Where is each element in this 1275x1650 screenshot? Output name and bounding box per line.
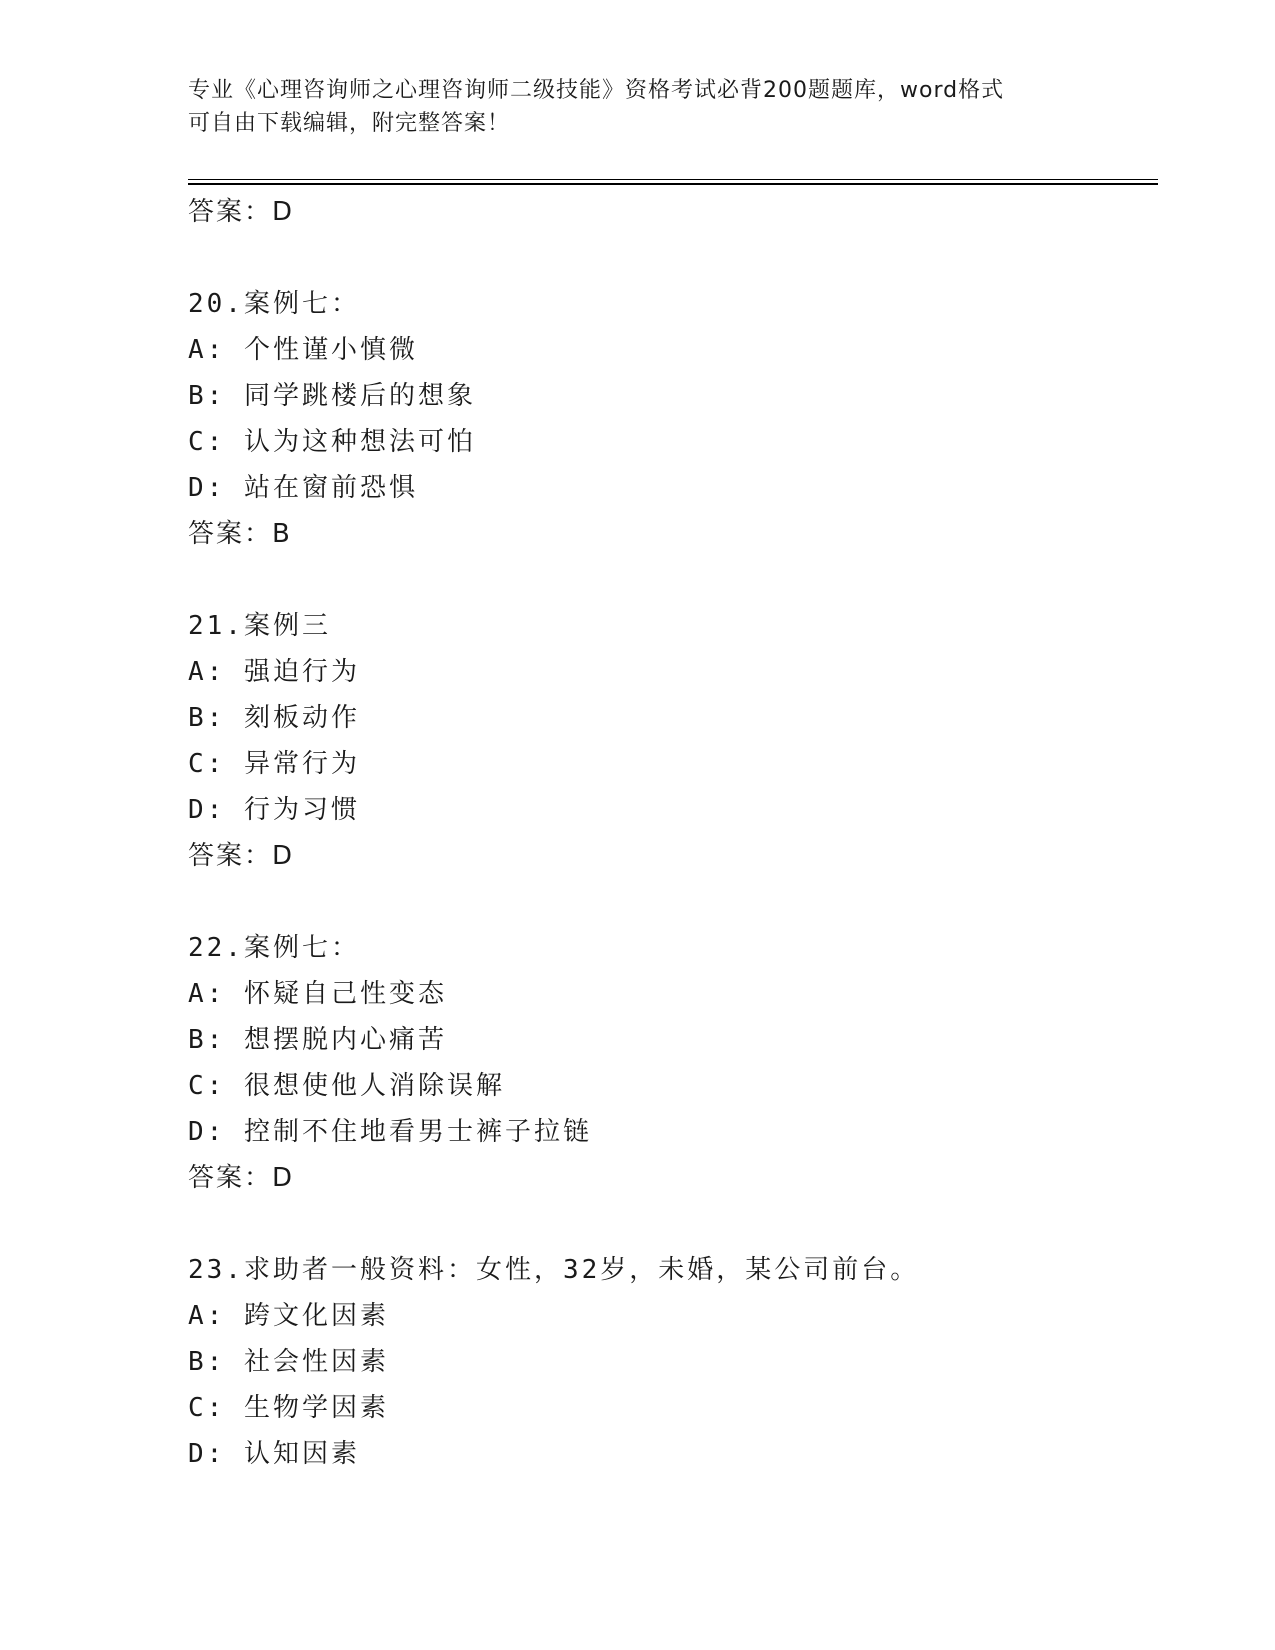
option-b: B: 同学跳楼后的想象 — [188, 381, 476, 411]
question-stem: 20.案例七： — [188, 289, 360, 319]
option-c: C: 生物学因素 — [188, 1393, 389, 1423]
option-b: B: 想摆脱内心痛苦 — [188, 1025, 447, 1055]
header-rule-thick — [188, 183, 1158, 185]
answer-line: 答案：B — [188, 519, 292, 549]
option-a: A: 个性谨小慎微 — [188, 335, 418, 365]
option-b: B: 刻板动作 — [188, 703, 360, 733]
option-b: B: 社会性因素 — [188, 1347, 389, 1377]
question-list — [188, 189, 1148, 1477]
option-c: C: 很想使他人消除误解 — [188, 1071, 505, 1101]
spacer — [188, 1201, 1148, 1247]
question-22 — [188, 925, 1148, 1201]
answer-line: 答案：D — [188, 1163, 295, 1193]
spacer — [188, 235, 1148, 281]
option-a: A: 强迫行为 — [188, 657, 360, 687]
option-d: D: 站在窗前恐惧 — [188, 473, 418, 503]
option-a: A: 怀疑自己性变态 — [188, 979, 447, 1009]
question-21 — [188, 603, 1148, 879]
answer-line: 答案：D — [188, 197, 295, 227]
answer-line: 答案：D — [188, 841, 295, 871]
question-20 — [188, 281, 1148, 557]
option-d: D: 认知因素 — [188, 1439, 360, 1469]
spacer — [188, 879, 1148, 925]
question-stem: 21.案例三 — [188, 611, 331, 641]
option-a: A: 跨文化因素 — [188, 1301, 389, 1331]
document-header — [188, 74, 1088, 140]
header-line-2: 可自由下载编辑，附完整答案！ — [188, 111, 511, 136]
spacer — [188, 557, 1148, 603]
question-stem: 23.求助者一般资料：女性，32岁，未婚，某公司前台。 — [188, 1255, 920, 1285]
option-d: D: 控制不住地看男士裤子拉链 — [188, 1117, 592, 1147]
option-d: D: 行为习惯 — [188, 795, 360, 825]
option-c: C: 认为这种想法可怕 — [188, 427, 476, 457]
option-c: C: 异常行为 — [188, 749, 360, 779]
question-23 — [188, 1247, 1148, 1477]
header-line-1: 专业《心理咨询师之心理咨询师二级技能》资格考试必背200题题库，word格式 — [188, 78, 1005, 103]
header-rule-thin — [188, 179, 1158, 180]
question-stem: 22.案例七： — [188, 933, 360, 963]
